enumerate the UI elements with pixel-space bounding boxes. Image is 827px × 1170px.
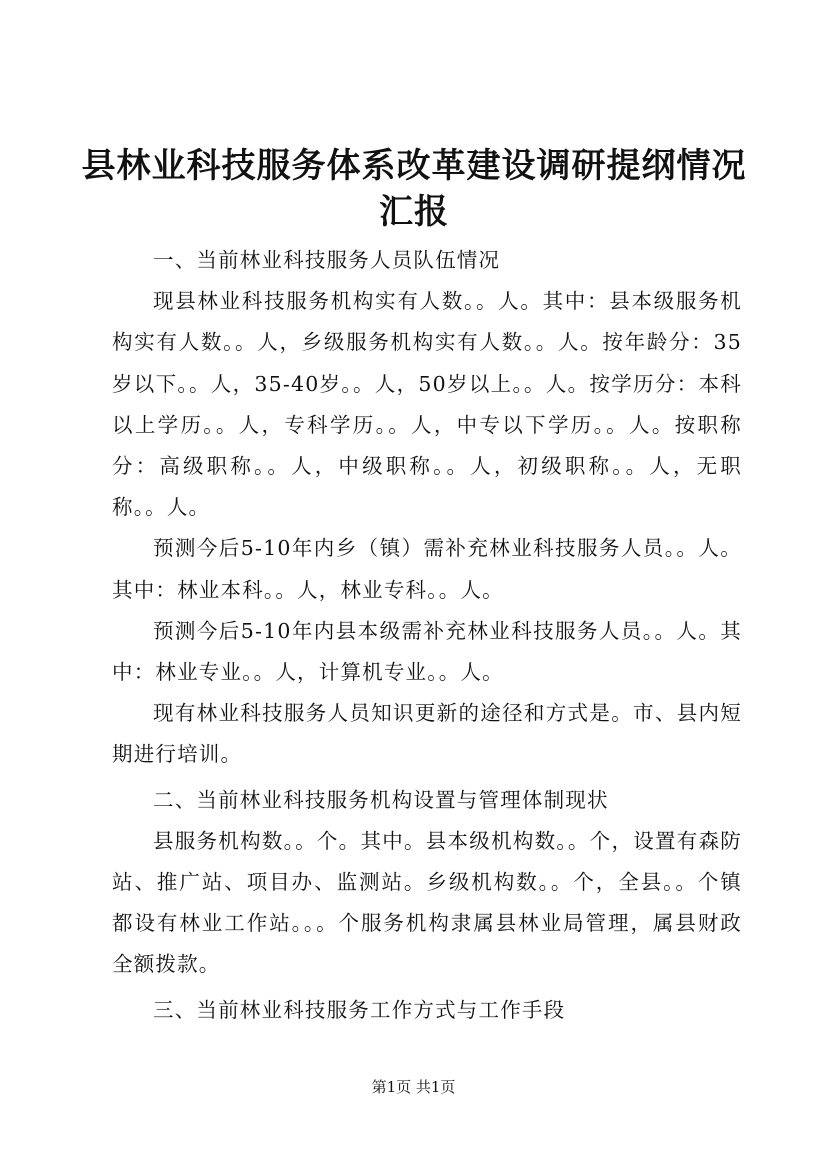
- document-body: [112, 236, 742, 1031]
- paragraph-staff-overview: 现县林业科技服务机构实有人数。。人。其中：县本级服务机构实有人数。。人，乡级服务机构实有人数。。人。按年龄分：35岁以下。。人，35-40岁。。人，50岁以上。。人。按学历分：本科以上学历。。人，专科学历。。人，中专以下学历。。人。按职称分：高级职称。。人，中级职称。。人，初级职称。。人，无职称。。人。: [112, 289, 742, 520]
- page-footer: 第1页 共1页: [371, 1078, 456, 1096]
- paragraph-training: 现有林业科技服务人员知识更新的途径和方式是。市、县内短期进行培训。: [112, 701, 742, 767]
- paragraph-institutions: 县服务机构数。。个。其中。县本级机构数。。个，设置有森防站、推广站、项目办、监测站。乡级机构数。。个，全县。。个镇都设有林业工作站。。。个服务机构隶属县林业局管理，属县财政全额拨款。: [112, 828, 742, 977]
- paragraph-county-forecast: 预测今后5-10年内县本级需补充林业科技服务人员。。人。其中：林业专业。。人，计算机专业。。人。: [112, 618, 742, 685]
- section-heading-1: 一、当前林业科技服务人员队伍情况: [153, 248, 501, 272]
- section-heading-3: 三、当前林业科技服务工作方式与工作手段: [153, 997, 566, 1022]
- paragraph-township-forecast: 预测今后5-10年内乡（镇）需补充林业科技服务人员。。人。其中：林业本科。。人，林业专科。。人。: [112, 536, 742, 602]
- section-heading-2: 二、当前林业科技服务机构设置与管理体制现状: [153, 787, 609, 812]
- document-title: 县林业科技服务体系改革建设调研提纲情况汇报: [81, 146, 747, 232]
